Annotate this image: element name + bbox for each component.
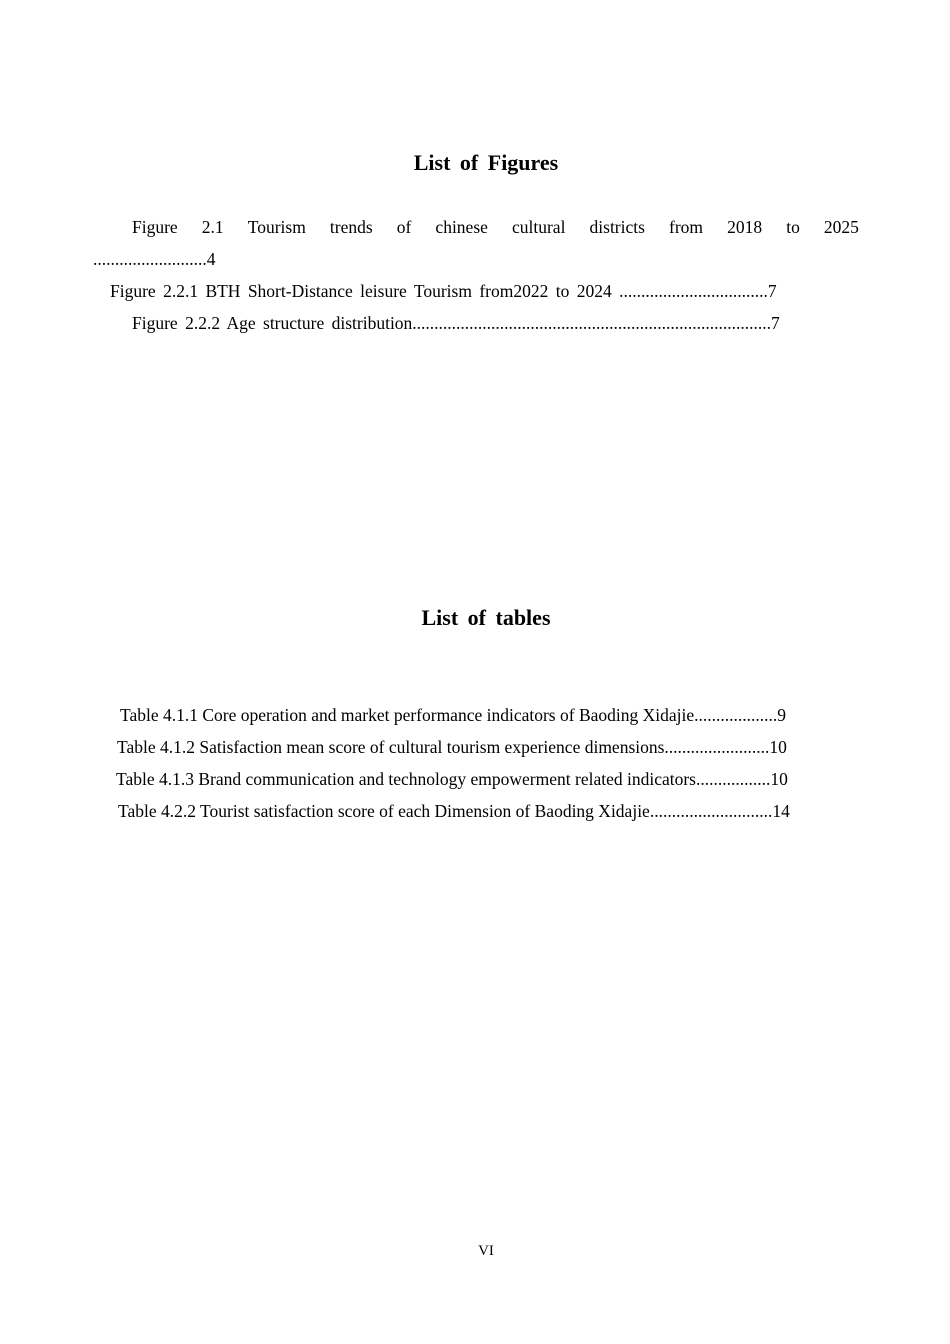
word: from [669,217,704,237]
table-entry-4-1-1: Table 4.1.1 Core operation and market performance indicators of Baoding Xidajie...................9 [120,705,787,725]
word: 2025 [823,217,859,237]
word: to [786,217,800,237]
table-entry-4-1-3: Table 4.1.3 Brand communication and technology empowerment related indicators.................10 [116,769,788,789]
figure-entry-2-1-leader: ..........................4 [93,249,216,269]
word: 2.1 [201,217,224,237]
word: Figure [132,217,178,237]
table-entry-4-1-2: Table 4.1.2 Satisfaction mean score of cultural tourism experience dimensions........................10 [117,737,787,757]
figure-entry-2-2-2: Figure 2.2.2 Age structure distribution..................................................................................7 [132,313,780,333]
word: chinese [435,217,488,237]
list-of-tables-heading: List of tables [421,605,551,630]
list-of-figures-heading: List of Figures [413,150,559,175]
figure-entry-2-2-1: Figure 2.2.1 BTH Short-Distance leisure Tourism from2022 to 2024 ..................................7 [110,281,777,301]
figure-entry-2-1 [132,217,859,237]
word: trends [329,217,373,237]
word: 2018 [727,217,763,237]
word: cultural [511,217,566,237]
word: Tourism [247,217,306,237]
table-entry-4-2-2: Table 4.2.2 Tourist satisfaction score of each Dimension of Baoding Xidajie............................14 [118,801,790,821]
word: of [396,217,412,237]
word: districts [589,217,645,237]
page-number: VI [478,1243,494,1259]
